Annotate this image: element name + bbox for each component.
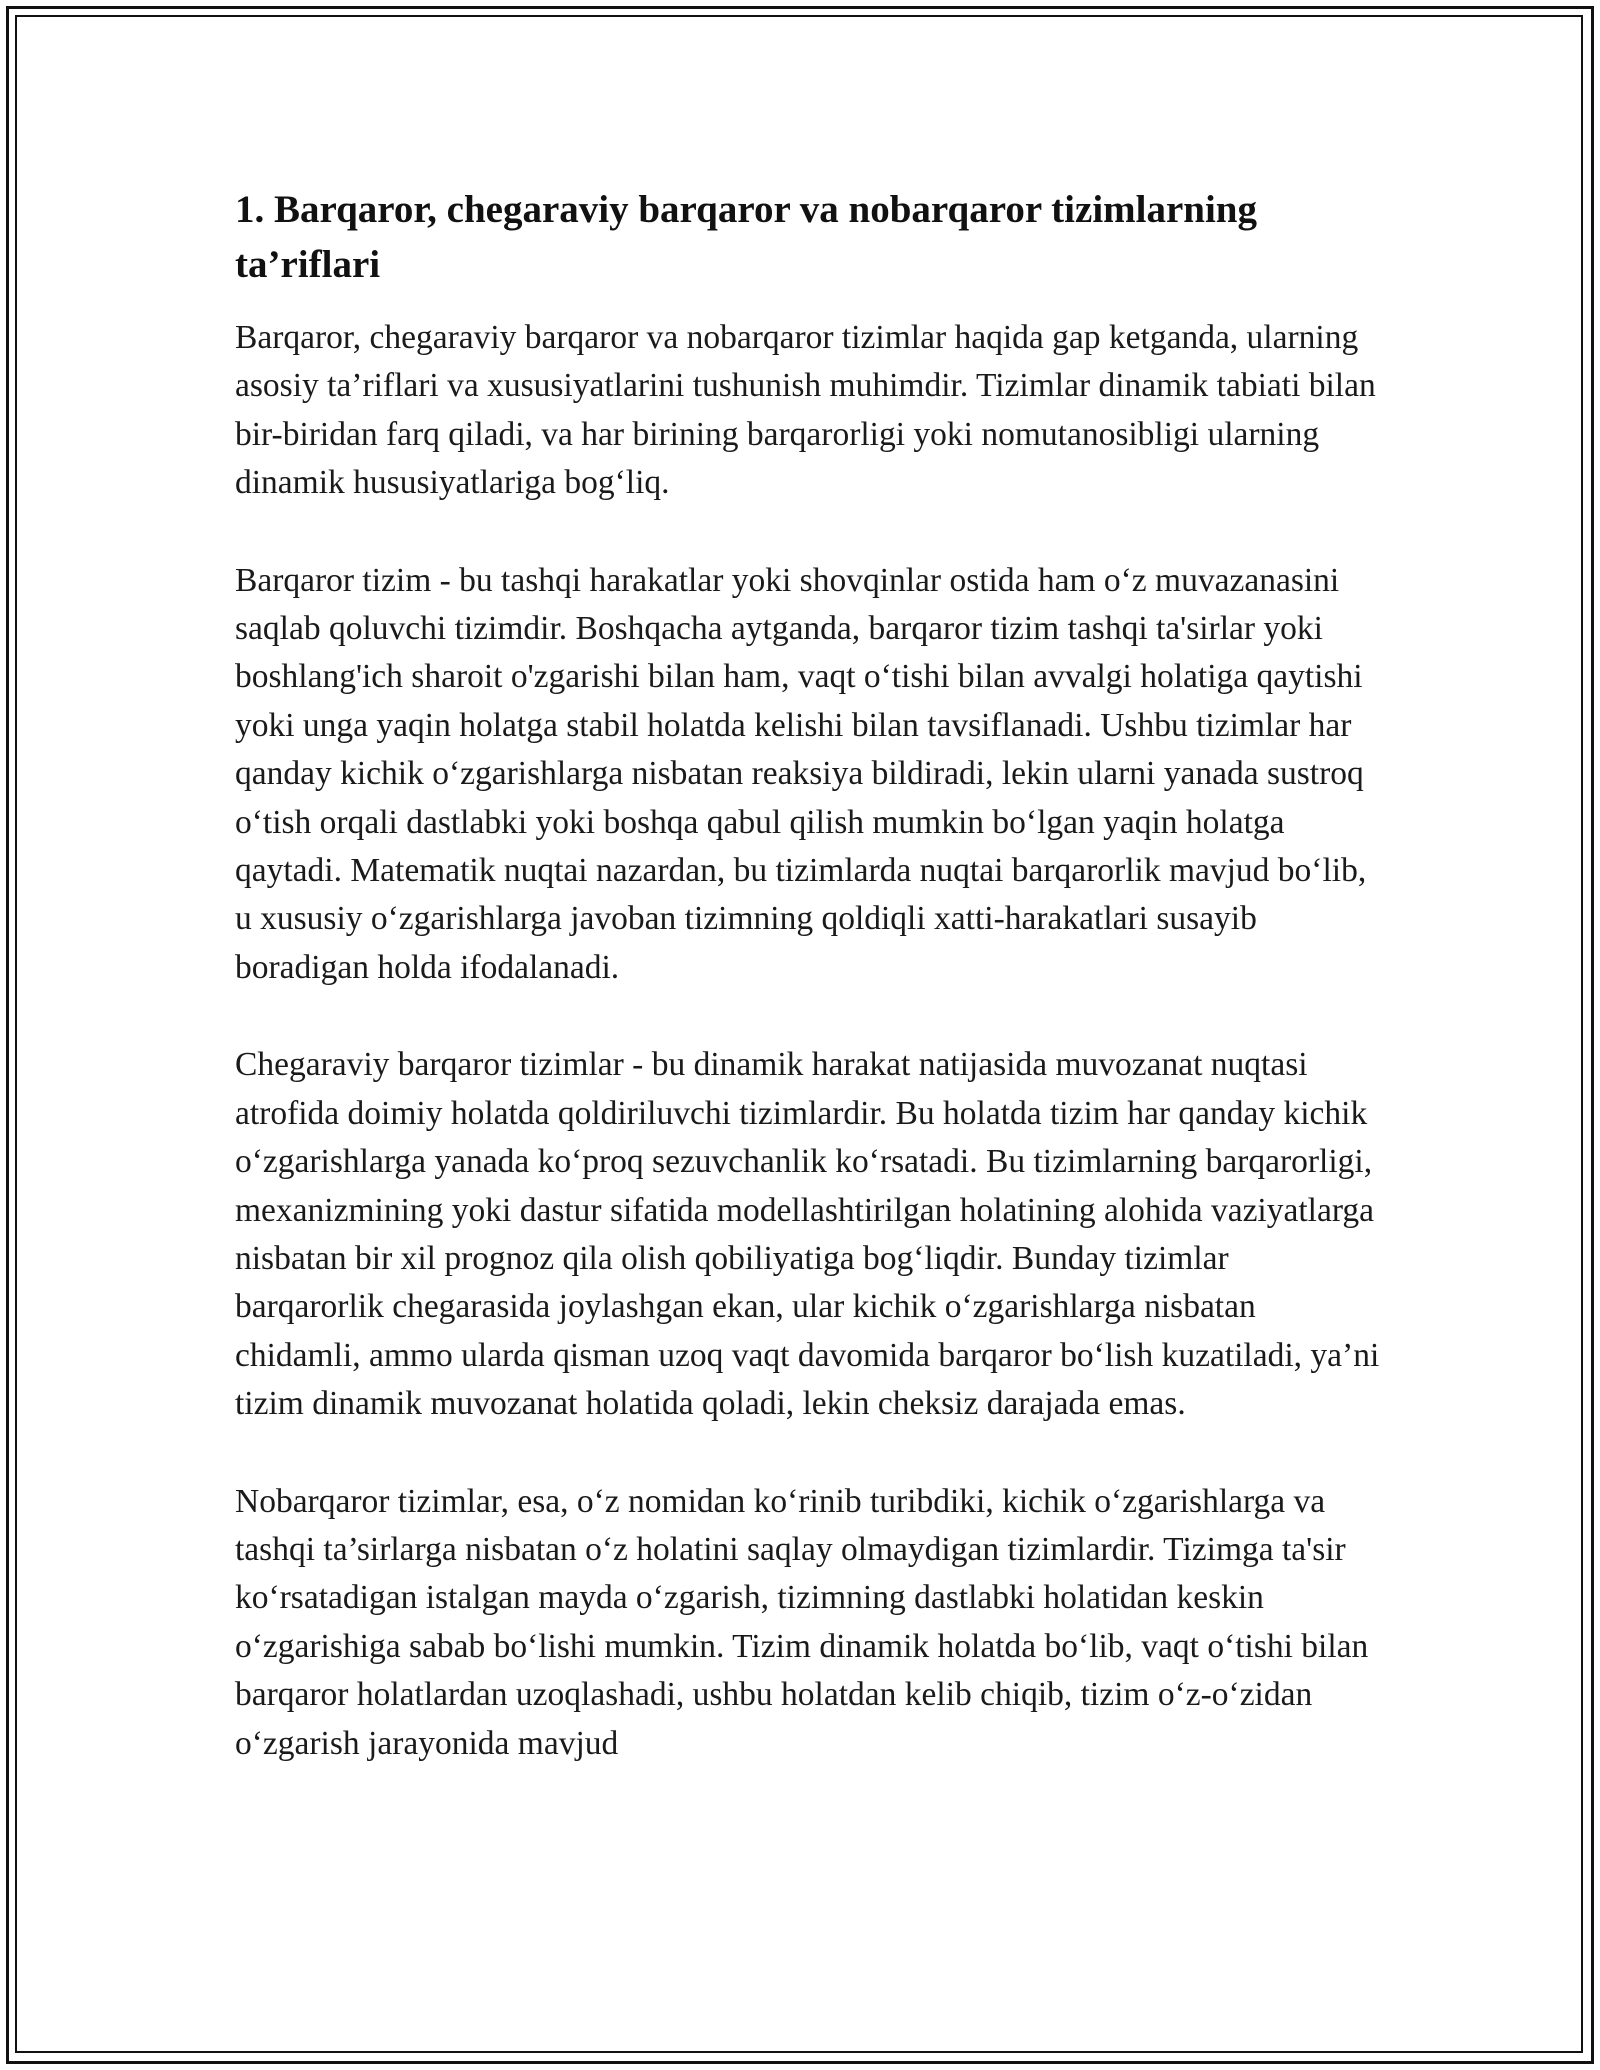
section-heading: 1. Barqaror, chegaraviy barqaror va nobarqaror tizimlarning ta’riflari (235, 188, 1257, 286)
document-body (235, 182, 1380, 1817)
paragraph-stable-system: Barqaror tizim - bu tashqi harakatlar yoki shovqinlar ostida ham o‘z muvazanasini saqlab qoluvchi tizimdir. Boshqacha aytganda, barqaror tizim tashqi ta'sirlar yoki boshlang'ich sharoit o'zgarishi bilan ham, vaqt o‘tishi bilan avvalgi holatiga qaytishi yoki unga yaqin holatga stabil holatda kelishi bilan tavsiflanadi. Ushbu tizimlar har qanday kichik o‘zgarishlarga nisbatan reaksiya bildiradi, lekin ularni yanada sustroq o‘tish orqali dastlabki yoki boshqa qabul qilish mumkin bo‘lgan yaqin holatga qaytadi. Matematik nuqtai nazardan, bu tizimlarda nuqtai barqarorlik mavjud bo‘lib, u xususiy o‘zgarishlarga javoban tizimning qoldiqli xatti-harakatlari susayib boradigan holda ifodalanadi. (235, 561, 1367, 986)
paragraph-unstable-system: Nobarqaror tizimlar, esa, o‘z nomidan ko‘rinib turibdiki, kichik o‘zgarishlarga va tashqi ta’sirlarga nisbatan o‘z holatini saqlay olmaydigan tizimlardir. Tizimga ta'sir ko‘rsatadigan istalgan mayda o‘zgarish, tizimning dastlabki holatidan keskin o‘zgarishiga sabab bo‘lishi mumkin. Tizim dinamik holatda bo‘lib, vaqt o‘tishi bilan barqaror holatlardan uzoqlashadi, ushbu holatdan kelib chiqib, tizim o‘z-o‘zidan o‘zgarish jarayonida mavjud (235, 1482, 1369, 1762)
paragraph-marginally-stable-system: Chegaraviy barqaror tizimlar - bu dinamik harakat natijasida muvozanat nuqtasi atrofida doimiy holatda qoldiriluvchi tizimlardir. Bu holatda tizim har qanday kichik o‘zgarishlarga yanada ko‘proq sezuvchanlik ko‘rsatadi. Bu tizimlarning barqarorligi, mexanizmining yoki dastur sifatida modellashtirilgan holatining alohida vaziyatlarga nisbatan bir xil prognoz qila olish qobiliyatiga bog‘liqdir. Bunday tizimlar barqarorlik chegarasida joylashgan ekan, ular kichik o‘zgarishlarga nisbatan chidamli, ammo ularda qisman uzoq vaqt davomida barqaror bo‘lish kuzatiladi, ya’ni tizim dinamik muvozanat holatida qoladi, lekin cheksiz darajada emas. (235, 1046, 1380, 1423)
paragraph-intro: Barqaror, chegaraviy barqaror va nobarqaror tizimlar haqida gap ketganda, ularning asosiy ta’riflari va xususiyatlarini tushunish muhimdir. Tizimlar dinamik tabiati bilan bir-biridan farq qiladi, va har birining barqarorligi yoki nomutanosibligi ularning dinamik hususiyatlariga bog‘liq. (235, 319, 1376, 502)
